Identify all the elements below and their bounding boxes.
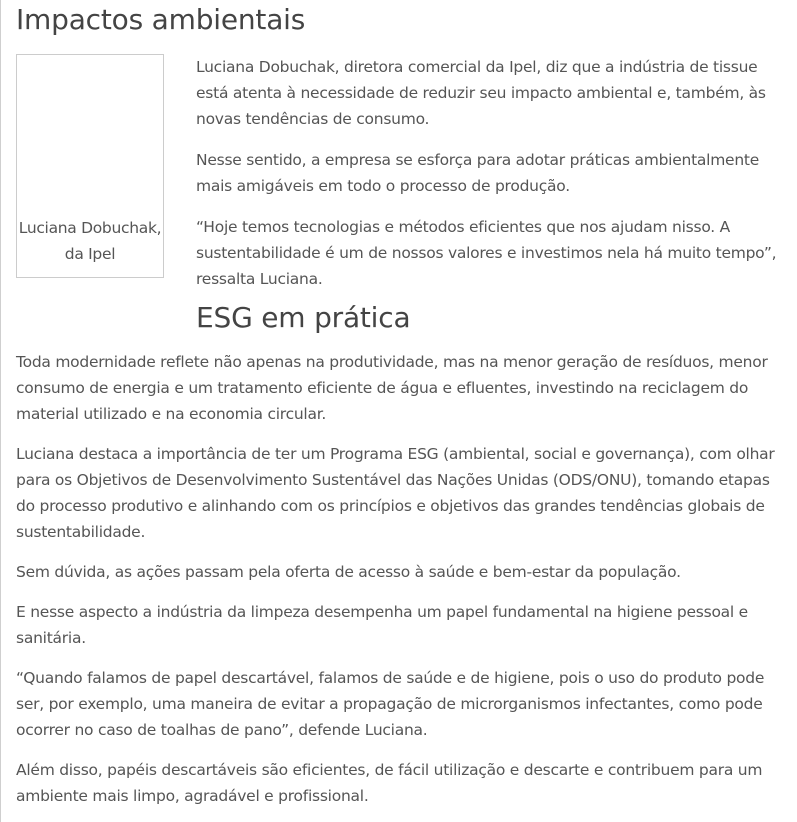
paragraph: Toda modernidade reflete não apenas na produtividade, mas na menor geração de resíduos, menor consumo de energia e um tratamento eficiente de água e efluentes, investindo na reciclagem do material utilizado e na economia circular.: [16, 353, 768, 423]
figure: [16, 54, 164, 278]
intro-block: [16, 54, 788, 292]
caption-line-1: Luciana Dobuchak,: [18, 219, 162, 237]
caption-line-2: da Ipel: [64, 245, 116, 263]
paragraph: Luciana Dobuchak, diretora comercial da Ipel, diz que a indústria de tissue está atenta à necessidade de reduzir seu impacto ambiental e, também, às novas tendências de consumo.: [196, 58, 766, 128]
figure-caption: [17, 215, 163, 267]
paragraph: Sem dúvida, as ações passam pela oferta de acesso à saúde e bem-estar da população.: [16, 563, 681, 581]
left-border: [0, 0, 1, 822]
body-text: [16, 349, 788, 809]
paragraph: “Quando falamos de papel descartável, falamos de saúde e de higiene, pois o uso do produto pode ser, por exemplo, uma maneira de evitar a propagação de microrganismos infectantes, como pode ocorrer no caso de toalhas de pano”, defende Luciana.: [16, 669, 765, 739]
section-heading-esg: ESG em prática: [196, 301, 411, 334]
photo-luciana[interactable]: [18, 56, 162, 208]
paragraph: Luciana destaca a importância de ter um Programa ESG (ambiental, social e governança), com olhar para os Objetivos de Desenvolvimento Sustentável das Nações Unidas (ODS/ONU), tomando etapas do processo produtivo e alinhando com os princípios e objetivos das grandes tendências globais de sustentabilidade.: [16, 445, 775, 541]
paragraph: Nesse sentido, a empresa se esforça para adotar práticas ambientalmente mais amigáveis em todo o processo de produção.: [196, 151, 760, 195]
paragraph: E nesse aspecto a indústria da limpeza desempenha um papel fundamental na higiene pessoal e sanitária.: [16, 603, 748, 647]
section-heading-impactos: Impactos ambientais: [16, 3, 306, 36]
intro-text: [196, 54, 788, 292]
paragraph: Além disso, papéis descartáveis são eficientes, de fácil utilização e descarte e contribuem para um ambiente mais limpo, agradável e profissional.: [16, 761, 763, 805]
paragraph: “Hoje temos tecnologias e métodos eficientes que nos ajudam nisso. A sustentabilidade é um de nossos valores e investimos nela há muito tempo”, ressalta Luciana.: [196, 218, 777, 288]
article: [16, 0, 788, 809]
